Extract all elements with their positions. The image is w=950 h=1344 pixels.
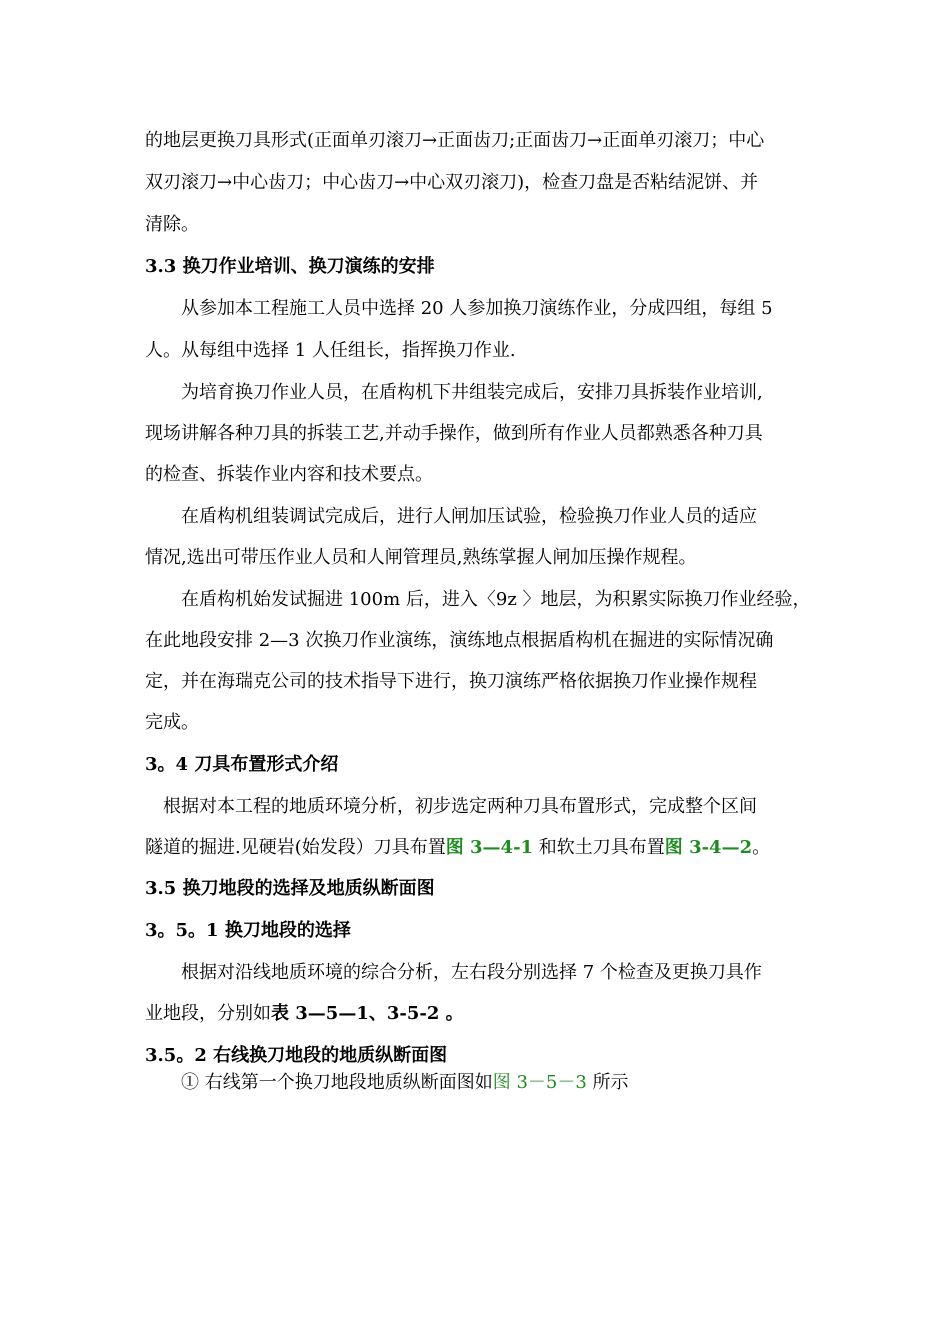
- para-line: [145, 836, 770, 860]
- para-line: 为培育换刀作业人员，在盾构机下井组装完成后，安排刀具拆装作业培训,: [181, 382, 763, 403]
- section-heading-3-4: 3。4 刀具布置形式介绍: [145, 754, 339, 775]
- text-run: 。: [752, 837, 771, 858]
- section-heading-3-5: 3.5 换刀地段的选择及地质纵断面图: [145, 878, 435, 899]
- para-line: 双刃滚刀→中心齿刀；中心齿刀→中心双刃滚刀)，检查刀盘是否粘结泥饼、并: [145, 172, 759, 193]
- para-line: 从参加本工程施工人员中选择 20 人参加换刀演练作业，分成四组，每组 5: [181, 298, 773, 319]
- para-line: 完成。: [145, 712, 199, 733]
- text-run: ① 右线第一个换刀地段地质纵断面图如: [181, 1072, 493, 1093]
- text-run: 隧道的掘进.见硬岩(始发段）刀具布置: [145, 837, 446, 858]
- table-reference: 表 3—5—1、3-5-2 。: [271, 1003, 464, 1024]
- para-line: 的检查、拆装作业内容和技术要点。: [145, 464, 433, 485]
- para-line: 情况,选出可带压作业人员和人闸管理员,熟练掌握人闸加压操作规程。: [145, 547, 697, 568]
- section-heading-3-3: 3.3 换刀作业培训、换刀演练的安排: [145, 256, 435, 277]
- para-line: [145, 1002, 464, 1026]
- text-run: 所示: [586, 1072, 629, 1093]
- figure-link[interactable]: 图 3－5－3: [492, 1072, 587, 1093]
- para-line: 的地层更换刀具形式(正面单刃滚刀→正面齿刀;正面齿刀→正面单刃滚刀；中心: [145, 130, 765, 151]
- para-line: 定，并在海瑞克公司的技术指导下进行，换刀演练严格依据换刀作业操作规程: [145, 671, 757, 692]
- para-line: 在此地段安排 2—3 次换刀作业演练，演练地点根据盾构机在掘进的实际情况确: [145, 630, 774, 651]
- para-line: 根据对沿线地质环境的综合分析，左右段分别选择 7 个检查及更换刀具作: [181, 962, 762, 983]
- section-heading-3-5-2: 3.5。2 右线换刀地段的地质纵断面图: [145, 1045, 448, 1066]
- para-line: [181, 1071, 629, 1095]
- section-heading-3-5-1: 3。5。1 换刀地段的选择: [145, 920, 351, 941]
- para-line: 在盾构机组装调试完成后，进行人闸加压试验，检验换刀作业人员的适应: [181, 506, 757, 527]
- para-line: 清除。: [145, 214, 199, 235]
- para-line: 人。从每组中选择 1 人任组长，指挥换刀作业.: [145, 340, 516, 361]
- figure-link[interactable]: 图 3-4—2: [664, 837, 753, 858]
- para-line: 现场讲解各种刀具的拆装工艺,并动手操作，做到所有作业人员都熟悉各种刀具: [145, 423, 763, 444]
- figure-link[interactable]: 图 3—4-1: [445, 837, 534, 858]
- para-line: 在盾构机始发试掘进 100m 后，进入〈9z 〉地层，为积累实际换刀作业经验，: [181, 589, 811, 610]
- para-line: 根据对本工程的地质环境分析，初步选定两种刀具布置形式，完成整个区间: [163, 796, 757, 817]
- text-run: 和软土刀具布置: [533, 837, 665, 858]
- text-run: 业地段，分别如: [145, 1003, 271, 1024]
